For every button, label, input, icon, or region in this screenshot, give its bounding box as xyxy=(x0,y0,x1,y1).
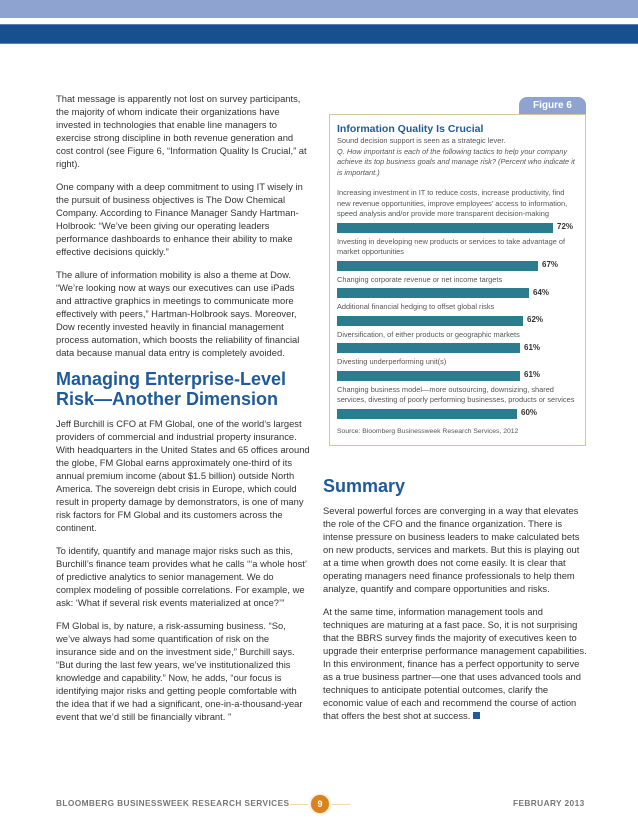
bar-category-label: Changing business model—more outsourcing, downsizing, shared services, divesting of poorly performing businesses, products or services xyxy=(337,384,575,404)
bar-category-label: Changing corporate revenue or net income targets xyxy=(337,274,503,284)
figure-question: Q. How important is each of the following tactics to help your company achieve its top business goals and manage risk? (Percent who indicate it is important.) xyxy=(337,146,575,177)
bar-row xyxy=(337,286,578,300)
end-mark-icon xyxy=(473,712,480,719)
bar xyxy=(337,371,520,381)
paragraph: To identify, quantify and manage major risks such as this, Burchill’s finance team provides what he calls “‘a whole host’ of predictive analytics to senior management. We do complex modeling of possible correlations. For example, we ask: ‘What if several risk events materialized at once?’” xyxy=(56,545,307,608)
bar-row xyxy=(337,314,578,328)
summary-section xyxy=(323,476,589,722)
bar-row xyxy=(337,221,578,235)
header-band-light xyxy=(0,0,638,18)
paragraph: The allure of information mobility is also a theme at Dow. “We’re looking now at ways our executives can use iPads and attractive graphics in meetings to communicate more effectively with peers,” Hartman-Holbrook says. Moreover, Dow recently invested heavily in financial management process automation, which boosts the reliability of financial data because manual data entry is completely avoided. xyxy=(56,269,300,358)
bar-row xyxy=(337,369,578,383)
figure-source: Source: Bloomberg Businessweek Research Services, 2012 xyxy=(337,427,519,435)
right-column xyxy=(323,97,589,732)
footer-date: FEBRUARY 2013 xyxy=(513,798,585,808)
paragraph: That message is apparently not lost on survey participants, the majority of whom indicate their organizations have invested in technologies that enable line managers to exercise strong discipline in both revenue generation and cost control (see Figure 6, “Information Quality Is Crucial,” at right). xyxy=(56,93,307,169)
bar xyxy=(337,261,538,271)
bar-row xyxy=(337,407,578,421)
bar-category-label: Investing in developing new products or services to take advantage of market opportunities xyxy=(337,236,566,256)
arrow-right-icon xyxy=(332,804,350,805)
figure-box xyxy=(329,114,586,446)
arrow-left-icon xyxy=(290,804,308,805)
figure-title: Information Quality Is Crucial xyxy=(337,123,484,135)
figure-tab-wrap xyxy=(323,97,589,114)
bar-value-label: 61% xyxy=(524,342,541,352)
bar-chart xyxy=(337,188,578,421)
bar xyxy=(337,223,553,233)
section-heading: Managing Enterprise-Level Risk—Another Dimension xyxy=(56,369,287,409)
bar-value-label: 60% xyxy=(521,408,538,418)
bar-row xyxy=(337,341,578,355)
paragraph: FM Global is, by nature, a risk-assuming business. “So, we’ve always had some quantification of risk on the insurance side and on the investment side,” Burchill says. “But during the last few years, we’ve institutionalized this knowledge and capability.” Now, he adds, “our focus is identifying major risks and getting people comfortable with the idea that if we had a significant, one-in-a-thousand-year event that we’d still be financially vibrant. ” xyxy=(56,620,303,722)
bar-value-label: 67% xyxy=(542,260,559,270)
figure-tab: Figure 6 xyxy=(519,97,586,114)
bar-category-label: Diversification, of either products or geographic markets xyxy=(337,329,520,339)
paragraph xyxy=(323,605,589,722)
paragraph: Several powerful forces are converging in a way that elevates the role of the CFO and the finance organization. There is intense pressure on business leaders to make calculated bets on new products, services and markets. But this is playing out at a time when growth does not come easily. It is clear that operating managers need finance professionals to help them analyze, quantify and compare opportunities and risks. xyxy=(323,505,580,594)
bar xyxy=(337,288,529,298)
bar-value-label: 64% xyxy=(533,287,550,297)
bar-value-label: 72% xyxy=(557,222,574,232)
bar xyxy=(337,409,517,419)
bar-value-label: 62% xyxy=(527,315,544,325)
bar-category-label: Divesting underperforming unit(s) xyxy=(337,357,447,366)
paragraph: Jeff Burchill is CFO at FM Global, one of the world’s largest providers of commercial and industrial property insurance. With headquarters in the United States and 65 offices around the globe, FM Global earns approximately one-third of its annual premium income (about $1.5 billion) outside North America. The sovereign debt crisis in Europe, which could result in property damage by demonstrators, is one of many risk factors for FM Global and its customers across the continent. xyxy=(56,418,310,533)
bar-category-label: Additional financial hedging to offset global risks xyxy=(337,302,495,311)
bar xyxy=(337,316,523,326)
header-band-dark xyxy=(0,24,638,44)
footer-publisher: BLOOMBERG BUSINESSWEEK RESEARCH SERVICES xyxy=(56,798,290,808)
left-column xyxy=(56,92,310,733)
bar-row xyxy=(337,259,578,273)
bar-category-label: Increasing investment in IT to reduce costs, increase productivity, find new revenue opportunities, improve employees’ access to information, speed analysis and/or provide more transparent decision-making xyxy=(337,188,568,218)
page-number: 9 xyxy=(311,795,329,813)
bar xyxy=(337,343,520,353)
paragraph-text: At the same time, information management tools and techniques are maturing at a fast pace. So, it is not surprising that the BBRS survey finds the majority of executives keen to upgrade their enterprise performance management capabilities. In this environment, finance has a perfect opportunity to serve as a true business partner—one that uses advanced tools and techniques to anticipate potential outcomes, clarify the economic value of each and recommend the course of action that offers the best shot at success. xyxy=(323,606,587,721)
summary-heading: Summary xyxy=(323,476,406,496)
bar-value-label: 61% xyxy=(524,370,541,380)
paragraph: One company with a deep commitment to using IT wisely in the pursuit of business objectives is The Dow Chemical Company. According to Finance Manager Sandy Hartman-Holbrook: “We’ve been giving our operating leaders performance dashboards to enhance their ability to make effective decisions quickly.” xyxy=(56,181,303,257)
figure-subtitle: Sound decision support is seen as a strategic lever. xyxy=(337,136,506,145)
